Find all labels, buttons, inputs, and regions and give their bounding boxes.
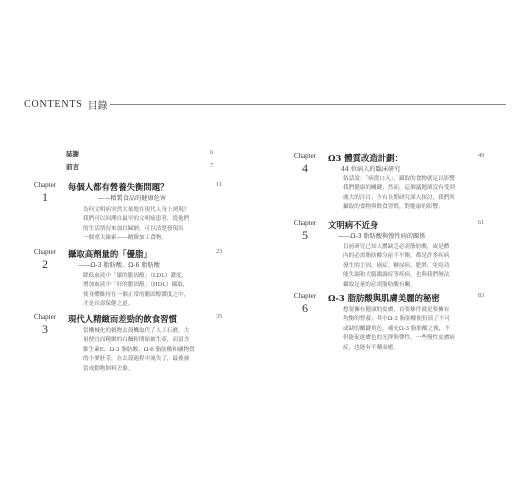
chapter-4-label: Chapter 4 (293, 152, 317, 175)
chapter-3-label: Chapter 3 (33, 313, 57, 336)
chapter-3-summary: 當機械化的穀物去殼機取代了人工石磨，大 量便宜而精緻的白麵粉開始被生產，而富含 維生素E、Ω-3 脂肪酸、Ω-6 脂肪酸和礦物質 的小麥胚芽，在去殼過程中流失了，最後被 當成動物飼料丟棄。 (83, 328, 195, 372)
chapter-5-subtitle: ——Ω-3 脂肪酸與慢性病的關係 (338, 233, 426, 240)
chapter-1-label: Chapter 1 (33, 181, 57, 204)
chapter-6-page: 83 (478, 292, 485, 299)
chapter-4-page: 49 (478, 152, 485, 159)
chapter-5-page: 61 (478, 219, 485, 226)
chapter-1-summary: 為何文明病突然大量地在現代人身上湧現？ 我們可以回溯自最早的文明病患者，從他們 的生活情況來加以歸納，可以清楚發現出 一個重大線索——精緻加工食物。 (83, 207, 190, 242)
chapter-1-subtitle: ——精製食品的健康危害 (98, 195, 167, 202)
chapter-2-label: Chapter 2 (33, 248, 57, 271)
chapter-4-summary: 俗話說：「病從口入」，攝取的食物就足以影響 我們健康的關鍵；然而，這個議題卻沒有受到 廣大的注目；少有長期研究深入探討，我們所 攝取的食物與飲食習慣，對健康的影響。 (343, 176, 455, 211)
front-item-preface[interactable]: 前言 (66, 163, 79, 171)
chapter-4-title[interactable]: Ω3 體質改造計劃： (328, 153, 403, 163)
chapter-2-subtitle: ——Ω-3 脂肪酸、Ω-6 脂肪酸 (78, 262, 160, 269)
front-item-acknowledgements[interactable]: 誌謝 (66, 150, 79, 158)
contents-header (24, 97, 108, 111)
chapter-6-label: Chapter 6 (293, 292, 317, 315)
chapter-1-page: 11 (216, 181, 223, 188)
contents-title-en: CONTENTS (24, 98, 83, 110)
contents-title-zh: 目錄 (87, 100, 108, 112)
front-page-acknowledgements: 6 (210, 149, 214, 156)
chapter-5-label: Chapter 5 (293, 219, 317, 242)
header-divider (110, 104, 506, 105)
chapter-4-subtitle: 44 位病人的臨床研究 (341, 166, 401, 173)
chapter-5-summary: 目前研究已知人體缺乏必需脂肪酸，或是體 內的必需脂肪酸分泌不平衡，都是許多疾病 發生的主因，癌症、糖尿病、肥胖、免疫功 能失調和大腦激調症等疾病，也與我們無法 攝取足量的必需脂肪酸有關。 (343, 244, 450, 288)
chapter-2-summary: 降低血液中「壞的膽固醇」（LDL）濃度， 增加血液中「好的膽固醇」（HDL）攝取， 使身體維持在一個正常的膽固醇濃度之中， 才是長壽保健之道。 (83, 273, 190, 308)
chapter-1-title[interactable]: 每個人都有營養失衡問題？ (68, 182, 169, 192)
front-page-preface: 7 (210, 162, 214, 169)
chapter-6-title[interactable]: Ω-3 脂肪酸與肌膚美麗的秘密 (328, 293, 440, 303)
chapter-2-page: 23 (216, 248, 223, 255)
chapter-5-title[interactable]: 文明病不近身 (328, 220, 379, 230)
chapter-6-summary: 想要擁有健康的皮膚，首要條件就是要擁有 均衡的營養；其中Ω-3 脂肪酸便扮演了不可 或缺的關鍵角色，補充Ω-3 脂肪酸之後，不 但能促進膚色的光澤與彈性，一些慢性皮膚病 症，也能有不藥而癒。 (343, 307, 455, 351)
chapter-2-title[interactable]: 攝取高劑量的「優脂」 (68, 249, 152, 259)
chapter-3-page: 35 (216, 313, 223, 320)
chapter-3-title[interactable]: 現代人精緻而差勁的飲食習慣 (68, 314, 177, 324)
